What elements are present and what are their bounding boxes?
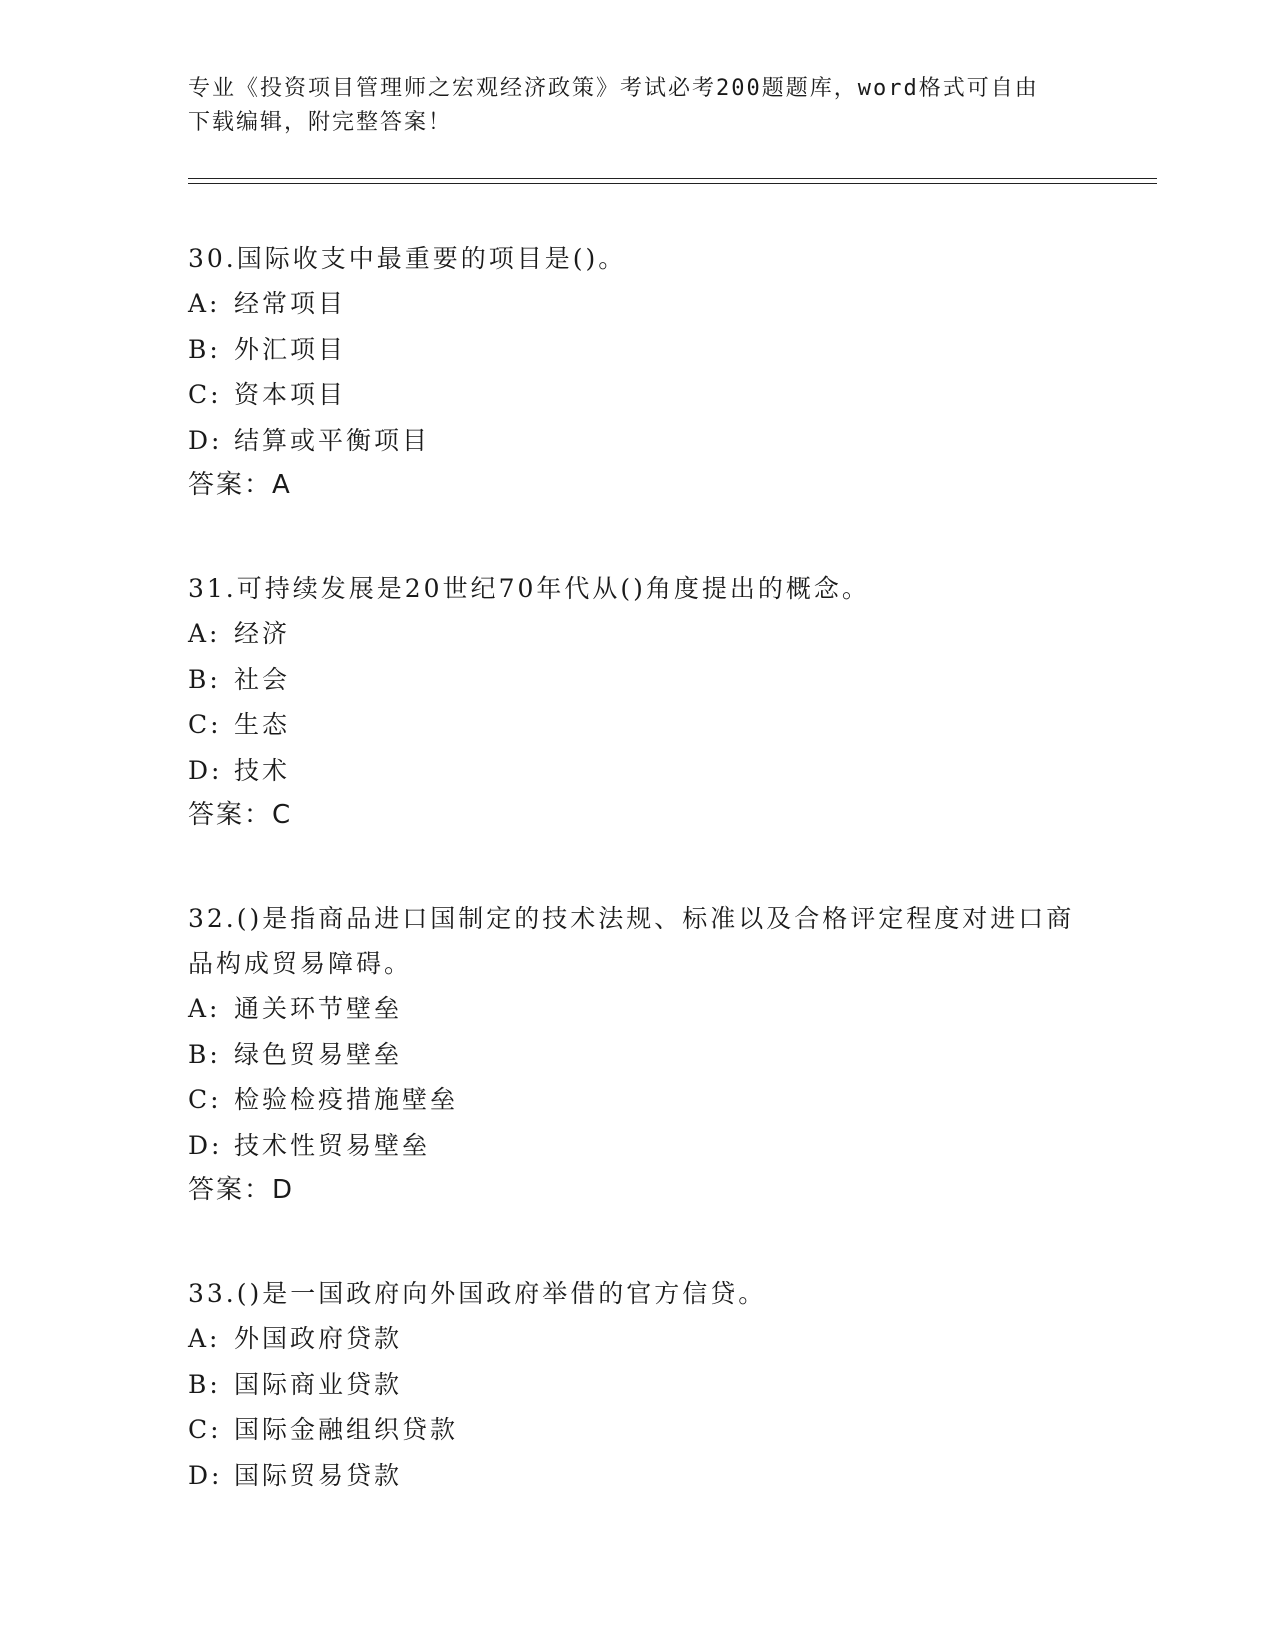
option-text: 生态 [234,710,291,739]
option-text: 绿色贸易壁垒 [234,1039,403,1069]
option-label: D: [188,1130,223,1160]
option-text: 通关环节壁垒 [234,994,403,1023]
option-text: 国际金融组织贷款 [234,1415,459,1444]
header-divider-top [188,178,1157,179]
option-label: B: [188,664,221,694]
answer-line: 答案：C [188,800,293,830]
option-text: 经常项目 [234,289,347,318]
question-stem: 30.国际收支中最重要的项目是()。 [188,244,627,273]
option-text: 经济 [234,619,291,648]
question-32 [188,896,1088,1213]
answer-line: 答案：D [188,1175,295,1205]
question-stem: 32.()是指商品进口国制定的技术法规、标准以及合格评定程度对进口商品构成贸易障碍。 [188,904,1075,978]
option-label: C: [188,380,222,409]
option-label: C: [188,710,222,739]
option-label: D: [188,755,223,785]
option-c [188,1077,1088,1123]
option-d [188,418,1088,464]
option-b [188,657,1088,703]
option-label: C: [188,1415,222,1444]
question-33 [188,1271,1088,1498]
option-label: B: [188,1039,221,1069]
option-b [188,1032,1088,1078]
option-text: 国际商业贷款 [234,1369,403,1399]
option-text: 资本项目 [234,380,347,409]
document-header [188,72,1088,140]
option-label: A: [188,1324,221,1353]
option-c [188,702,1088,748]
option-text: 检验检疫措施壁垒 [234,1085,459,1114]
answer-line: 答案：A [188,470,292,500]
header-divider-bottom [188,183,1157,184]
option-a [188,611,1088,657]
option-label: A: [188,289,221,318]
option-label: D: [188,425,223,455]
option-c [188,1407,1088,1453]
option-label: D: [188,1460,223,1490]
option-d [188,1123,1088,1169]
option-a [188,1316,1088,1362]
header-line-2: 下载编辑，附完整答案！ [188,110,453,135]
question-stem: 31.可持续发展是20世纪70年代从()角度提出的概念。 [188,574,870,603]
option-d [188,748,1088,794]
option-label: B: [188,1369,221,1399]
option-label: A: [188,994,221,1023]
option-text: 外汇项目 [234,334,347,364]
question-31 [188,566,1088,838]
header-line-1: 专业《投资项目管理师之宏观经济政策》考试必考200题题库，word格式可自由 [188,76,1039,101]
option-b [188,1362,1088,1408]
option-label: B: [188,334,221,364]
option-text: 结算或平衡项目 [234,425,431,455]
option-b [188,327,1088,373]
option-a [188,986,1088,1032]
option-label: A: [188,619,221,648]
option-text: 技术 [234,755,291,785]
option-a [188,281,1088,327]
option-text: 技术性贸易壁垒 [234,1130,431,1160]
option-text: 外国政府贷款 [234,1324,403,1353]
question-30 [188,236,1088,508]
question-stem: 33.()是一国政府向外国政府举借的官方信贷。 [188,1279,767,1308]
option-text: 国际贸易贷款 [234,1460,403,1490]
option-d [188,1453,1088,1499]
option-text: 社会 [234,664,291,694]
option-label: C: [188,1085,222,1114]
option-c [188,372,1088,418]
question-list [188,236,1088,1556]
